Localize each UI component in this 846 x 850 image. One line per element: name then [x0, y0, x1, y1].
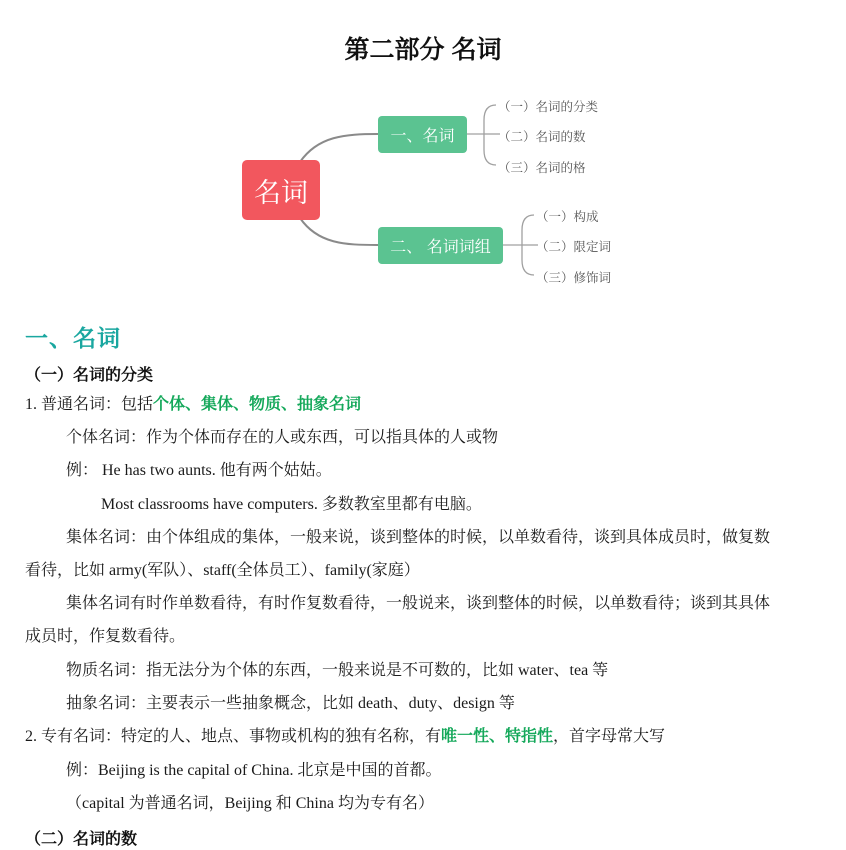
connector-branch2	[300, 218, 378, 245]
connector-branch1	[300, 134, 378, 162]
abstract-noun-definition: 抽象名词：主要表示一些抽象概念，比如 death、duty、design 等	[66, 695, 515, 712]
collective-noun-note-cont: 成员时，作复数看待。	[25, 628, 186, 645]
mindmap-leaf: （二）限定词	[536, 240, 612, 254]
item-proper-nouns-suffix: ，首字母常大写	[553, 728, 666, 745]
individual-noun-definition: 个体名词：作为个体而存在的人或东西，可以指具体的人或物	[66, 429, 499, 446]
mindmap-root-node: 名词	[242, 160, 320, 220]
collective-noun-definition-cont: 看待，比如 army(军队）、staff(全体员工）、family(家庭）	[25, 562, 420, 579]
item-common-nouns-highlight: 个体、集体、物质、抽象名词	[153, 396, 362, 413]
example-line: 例：Beijing is the capital of China. 北京是中国的首都。	[66, 762, 442, 779]
example-line: Most classrooms have computers. 多数教室里都有电脑。	[101, 496, 482, 513]
example-line: 例： He has two aunts. 他有两个姑姑。	[66, 462, 332, 479]
subheading-noun-classification: （一）名词的分类	[25, 367, 154, 384]
collective-noun-note: 集体名词有时作单数看待，有时作复数看待，一般说来，谈到整体的时候，以单数看待；谈到其具体	[66, 595, 771, 612]
mindmap-leaf: （一）构成	[536, 210, 599, 224]
section-heading-nouns: 一、名词	[25, 326, 121, 351]
item-common-nouns-text: 1. 普通名词：包括	[25, 396, 154, 413]
item-common-nouns	[25, 395, 361, 415]
mindmap-branch-noun-phrases: 二、 名词词组	[378, 227, 503, 264]
page-title: 第二部分 名词	[344, 36, 502, 64]
mindmap-branch-nouns: 一、名词	[378, 116, 467, 153]
material-noun-definition: 物质名词：指无法分为个体的东西，一般来说是不可数的，比如 water、tea 等	[66, 662, 609, 679]
mindmap-leaf: （二）名词的数	[498, 130, 586, 144]
subheading-noun-number: （二）名词的数	[25, 831, 138, 848]
mindmap-leaf: （三）修饰词	[536, 271, 612, 285]
item-proper-nouns	[25, 727, 665, 747]
item-proper-nouns-text: 2. 专有名词：特定的人、地点、事物或机构的独有名称，有	[25, 728, 442, 745]
mindmap-leaf: （三）名词的格	[498, 161, 586, 175]
example-note: （capital 为普通名词，Beijing 和 China 均为专有名）	[66, 795, 434, 812]
item-proper-nouns-highlight: 唯一性、特指性	[441, 728, 554, 745]
collective-noun-definition: 集体名词：由个体组成的集体，一般来说，谈到整体的时候，以单数看待，谈到具体成员时，做复数	[66, 529, 771, 546]
mindmap-leaf: （一）名词的分类	[498, 100, 599, 114]
